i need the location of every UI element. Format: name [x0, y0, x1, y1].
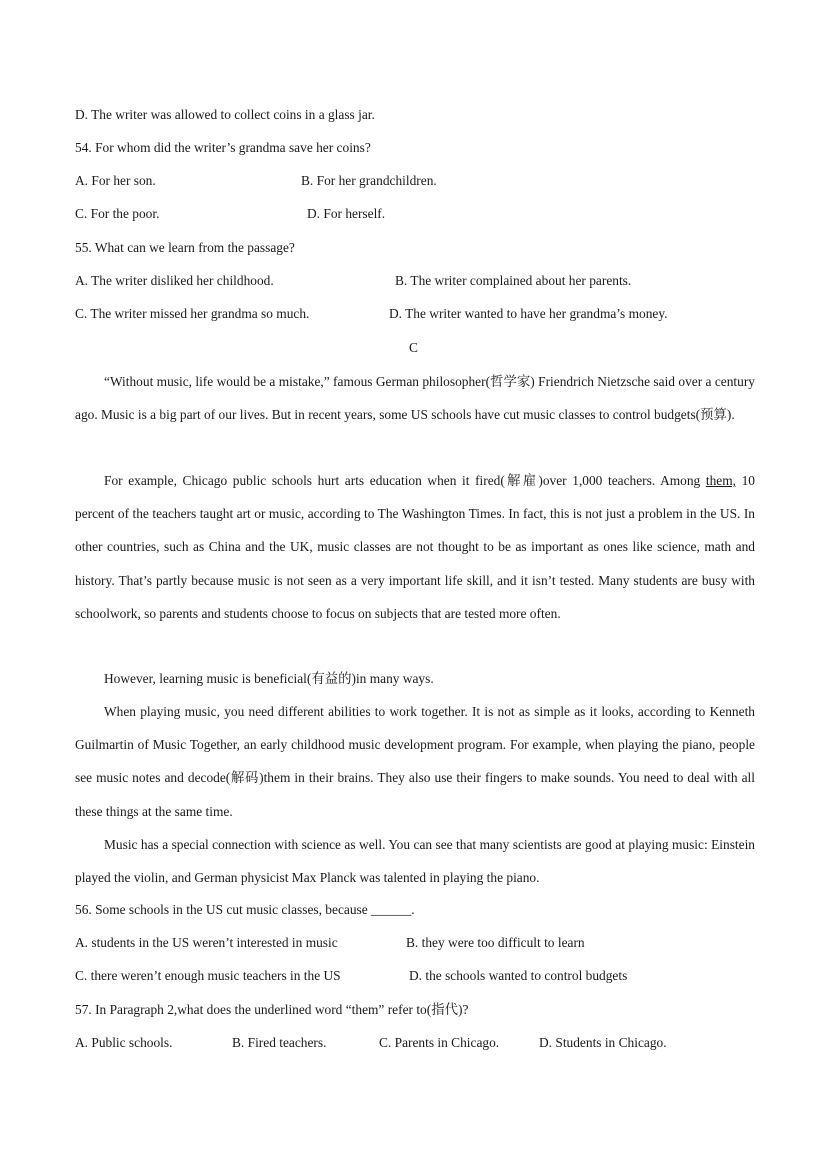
q57-option-b: B. Fired teachers. — [232, 1035, 327, 1050]
passage-paragraph-5 — [75, 828, 755, 894]
q54-question: 54. For whom did the writer’s grandma save her coins? — [75, 140, 371, 155]
q57-option-c: C. Parents in Chicago. — [379, 1035, 500, 1050]
paragraph-4-text: When playing music, you need different abilities to work together. It is not as simple as it looks, according to Kenneth Guilmartin of Music Together, an early childhood music development program. For example, when playing the piano, people see music notes and decode(解码)them in their brains. They also use their fingers to make sounds. You need to deal with all these things at the same time. — [75, 704, 755, 819]
passage-paragraph-1 — [75, 365, 755, 431]
q57-question: 57. In Paragraph 2,what does the underlined word “them” refer to(指代)? — [75, 1002, 469, 1017]
passage-paragraph-4 — [75, 695, 755, 828]
q54-option-a: A. For her son. — [75, 173, 156, 188]
underlined-word-them: them, — [705, 473, 736, 488]
q56-option-b: B. they were too difficult to learn — [406, 935, 585, 950]
passage-paragraph-2 — [75, 464, 755, 630]
q53-option-d: D. The writer was allowed to collect coins in a glass jar. — [75, 107, 375, 122]
q55-option-d: D. The writer wanted to have her grandma’s money. — [389, 306, 668, 321]
q56-option-d: D. the schools wanted to control budgets — [409, 968, 628, 983]
q54-option-b: B. For her grandchildren. — [301, 173, 437, 188]
q55-question: 55. What can we learn from the passage? — [75, 240, 295, 255]
q56-question: 56. Some schools in the US cut music classes, because ______. — [75, 902, 415, 917]
paragraph-3-text: However, learning music is beneficial(有益的)in many ways. — [104, 671, 434, 686]
paragraph-5-text: Music has a special connection with science as well. You can see that many scientists are good at playing music: Einstein played the violin, and German physicist Max Planck was talented in playing the piano. — [75, 837, 755, 886]
q57-option-a: A. Public schools. — [75, 1035, 173, 1050]
q56-option-a: A. students in the US weren’t interested in music — [75, 935, 338, 950]
q54-option-d: D. For herself. — [307, 206, 386, 221]
q54-option-c: C. For the poor. — [75, 206, 160, 221]
passage-heading: C — [409, 340, 418, 355]
passage-paragraph-3 — [75, 662, 755, 695]
paragraph-2-text-end: 10 percent of the teachers taught art or music, according to The Washington Times. In fact, this is not just a problem in the US. In other countries, such as China and the UK, music classes are not thought to be as important as ones like science, math and history. That’s partly because music is not seen as a very important life skill, and it isn’t tested. Many students are busy with schoolwork, so parents and students choose to focus on subjects that are tested more often. — [75, 473, 755, 621]
paragraph-2-text-start: For example, Chicago public schools hurt arts education when it fired(解雇)over 1,000 teachers. Among — [104, 473, 706, 488]
q56-option-c: C. there weren’t enough music teachers in the US — [75, 968, 341, 983]
q55-option-c: C. The writer missed her grandma so much. — [75, 306, 310, 321]
paragraph-1-text: “Without music, life would be a mistake,” famous German philosopher(哲学家) Friendrich Nietzsche said over a century ago. Music is a big part of our lives. But in recent years, some US schools have cut music classes to control budgets(预算). — [75, 374, 755, 423]
q55-option-b: B. The writer complained about her parents. — [395, 273, 632, 288]
q55-option-a: A. The writer disliked her childhood. — [75, 273, 274, 288]
q57-option-d: D. Students in Chicago. — [539, 1035, 667, 1050]
